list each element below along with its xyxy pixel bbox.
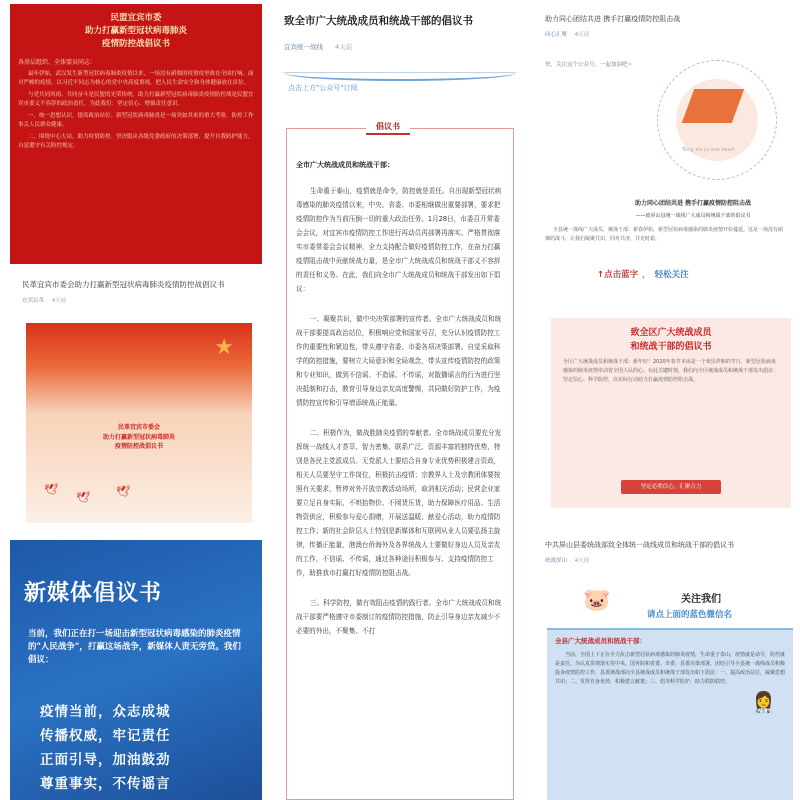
follow-note: 快，关注这个公众号，一起加油吧~ [545, 62, 633, 68]
poster-line: 助力打赢新型冠状病毒肺炎 [102, 433, 175, 441]
poster-line: 民革宜宾市委会 [117, 424, 160, 431]
new-media-heading: 新媒体倡议书 [24, 581, 163, 606]
proposal-paragraph: 鼠年伊始，武汉发生新型冠状病毒肺炎疫情以来，一场没有硝烟的疫情攻坚战在全国打响。面对严峻的疫情，以习近平同志为核心的党中央高度重视，把人民生命安全和身体健康放在首位。 [18, 71, 254, 86]
cartoon-pig-icon: 🐷 [583, 588, 611, 613]
article-title-link[interactable]: 中共屏山县委统战部致全体统一战线成员和统战干部的倡议书 [545, 541, 734, 549]
intro-paragraph: 全县统一战线广大成员，统战干部：新春伊始，新型冠状病毒感染的肺炎疫情开始蔓延。这是一场没有硝烟的战斗，让我们凝聚共识，同舟共济，共克时艰。 [545, 227, 784, 242]
tongxin-emblem [657, 60, 777, 180]
county-proposal-body: 当前，全国上下正在全力抗击新型冠状病毒感染的肺炎疫情，生命重于泰山，疫情就是命令，防控就是责任。为认真贯彻落实党中央、国务院和省委、市委、县委决策部署，团结引导全县统一战线成员积极投身疫情防控工作，县委统战部向全县统战成员和统战干部发出如下倡议：一、提高政治站位，凝聚思想共识；二、发挥自身优势，积极建言献策；三、倡导科学防护，助力联防联控。 [555, 652, 786, 685]
proposal-title-line: 民盟宜宾市委 [110, 13, 162, 23]
county-proposal-heading: 全县广大统战成员和统战干部： [555, 637, 646, 645]
proposal-title-line: 助力打赢新型冠状病毒肺炎 [84, 26, 187, 36]
article-source-link[interactable]: 统战屏山 [545, 558, 568, 564]
middle-column [272, 0, 528, 800]
county-proposal-card[interactable] [547, 628, 793, 800]
emblem-caption: Tong xin ju one heart [682, 147, 735, 153]
follow-banner[interactable] [284, 72, 516, 98]
new-media-slogan: 尊重事实，不传谣言 [40, 776, 171, 792]
article-meta [22, 296, 66, 304]
article-title-link[interactable]: 助力同心团结共进 携手打赢疫情防控阻击战 [545, 15, 681, 23]
dove-icon: 🕊 [76, 491, 90, 504]
banner-arc [284, 65, 516, 81]
follow-text: 点击上方"公众号"订阅 [288, 84, 358, 92]
proposal-paragraph: 三、科学防控，做有效阻击疫情的践行者。全市广大统战成员和统战干部要严格遵守市委制订的疫情防控措施，防止引导身边亲友减少不必要的外出，不聚集、不打 [296, 599, 502, 635]
district-proposal-heading: 致全区广大统战成员 [630, 328, 712, 338]
article-source-link[interactable]: 同心汇聚 [545, 32, 568, 38]
article-meta [284, 42, 352, 51]
proposal-paragraph: 一、凝聚共识，做中央决策部署的宣传者。全市广大统战成员和统战干部要提高政治站位，积极响应党和国家号召，充分认识疫情防控工作的重要性和紧迫性，带头遵守省委、市委各项决策部署。自觉采取科学的防控措施，要树立大局意识和全局观念，带头宣传疫情防控的政策和专业知识，做到不信谣、不造谣、不传谣，对散播谣言的行为进行坚决抵制和打击，教育引导身边亲友高度警惕，共同做好防护工作，为疫情防控宣传和引导增添统战正能量。 [296, 315, 502, 407]
new-media-slogan: 疫情当前，众志成城 [40, 704, 171, 720]
article-time: 4天前 [574, 32, 590, 38]
dove-icon: 🕊 [44, 483, 58, 496]
proposal-paragraph: 生命重于泰山，疫情就是命令，防控就是责任。自出现新型冠状病毒感染的肺炎疫情以来，中央、省委、市委相继做出重要部署，要求把疫情防控作为当前压倒一切的重大政治任务。1月28日，市委召开常委会会议，对宜宾市疫情防控工作进行再动员再部署再落实。严格贯彻落实市委常委会会议精神，全力支持配合做好疫情防控工作，在奋力打赢疫情阻击战中贡献统战力量，是全市广大统战成员和统战干部义不容辞的责任和义务。在此，我们向全市广大统战成员和统战干部发出如下倡议： [296, 187, 502, 293]
proposal-address: 全市广大统战成员和统战干部： [296, 161, 394, 169]
proposal-paragraph: 一、统一思想认识，提高政治站位。新型冠状病毒肺炎是一场突如其来的重大考验，防控工作事关人民群众健康。 [18, 113, 254, 128]
article-meta [545, 30, 589, 38]
revolutionary-committee-poster[interactable] [26, 323, 252, 523]
confidence-button[interactable]: 坚定必胜信心，汇聚合力 [621, 480, 721, 494]
star-icon: ★ [214, 335, 234, 360]
proposal-paragraph: 二、围绕中心大局，助力疫情防控。坚决服从各级党委政府的决策部署，提升自我防护能力，自觉遵守有关防控规定。 [18, 134, 254, 149]
democratic-league-proposal-image[interactable] [10, 4, 262, 264]
article-time: 4天前 [574, 558, 590, 564]
proposal-tab: 倡议书 [366, 120, 410, 135]
proposal-paragraph: 与党共同风雨、共同奋斗是民盟的光荣传统，助力打赢新型冠状病毒肺炎疫情防控战是民盟宜宾市委义不容辞的政治责任，为此我们：坚定信心、增强责任意识。 [18, 92, 254, 107]
follow-prompt-main: ↑点击蓝字 [597, 270, 639, 280]
follow-prompt[interactable]: ↑点击蓝字 ， 轻松关注 [597, 270, 689, 280]
follow-us-heading: 关注我们 [681, 594, 721, 605]
article-source-link[interactable]: 宜宾民革 [22, 298, 45, 304]
new-media-slogan: 正面引导，加油鼓劲 [40, 752, 171, 768]
left-column [0, 0, 265, 800]
right-column [537, 0, 800, 800]
district-proposal-heading: 和统战干部的倡议书 [630, 342, 712, 352]
follow-prompt-sub: 轻松关注 [654, 270, 689, 280]
article-time: 4天前 [335, 43, 353, 51]
article-meta [545, 556, 589, 564]
new-media-intro: 当前，我们正在打一场迎击新型冠状病毒感染的肺炎疫情的"人民战争"，打赢这场战争，新媒体人责无旁贷。我们倡议： [28, 629, 241, 665]
follow-us-instruction[interactable]: 请点上面的蓝色微信名 [647, 610, 733, 620]
proposal-body [296, 160, 506, 654]
sub-heading: 助力同心团结共进 携手打赢疫情防控阻击战 [634, 200, 752, 207]
article-title: 致全市广大统战成员和统战干部的倡议书 [284, 15, 473, 27]
district-proposal-card[interactable] [551, 318, 791, 508]
dove-icon: 🕊 [116, 485, 130, 498]
district-proposal-body: 全区广大统战成员和统战干部：新年好！2020年春节本该是一个欢乐祥和的节日，新型冠状病毒感染的肺炎疫情牵动着全国人民的心。在此关键时刻，我们向全区统战成员和统战干部发出倡议：坚定信心、科学防控，以实际行动助力打赢疫情防控阻击战。 [563, 359, 779, 383]
new-media-slogan: 传播权威，牢记责任 [40, 728, 171, 744]
medical-worker-icon: 👩‍⚕️ [751, 690, 776, 714]
article-title-link[interactable]: 民革宜宾市委会助力打赢新型冠状病毒肺炎疫情防控战倡议书 [22, 280, 225, 289]
proposal-title-line: 疫情防控战倡议书 [101, 39, 170, 49]
proposal-salutation: 各基层组织、全体盟员同志： [18, 59, 97, 66]
sub-heading-secondary: ——致屏山县统一战线广大成员和统战干部的倡议书 [635, 213, 751, 219]
article-time: 4天前 [51, 298, 67, 304]
new-media-proposal-image[interactable] [10, 540, 262, 800]
article-source-link[interactable]: 宜宾统一战线 [284, 43, 323, 51]
poster-line: 疫情防控战倡议书 [114, 443, 163, 450]
proposal-paragraph: 二、积极作为，做战胜肺炎疫情的奉献者。全市统战成员要充分发挥统一战线人才荟萃、智力密集、联系广泛、资源丰富的独特优势，特别是各民主党派成员、无党派人士要结合自身专业优势积极建言资政，相关人员要坚守工作岗位，积极抗击疫情；宗教界人士及宗教团体要按照有关要求，暂停对外开放宗教活动场所，取消相关活动；民营企业家要立足自身实际，不哄抬物价、不囤货压货，助力保障医疗用品、生活物资供应，积极参与爱心捐赠，开展送温暖、献爱心活动，助力疫情防控工作；新的社会阶层人士特别是新媒体和互联网从业人员要弘扬主旋律，传播正能量，港澳台侨海外及各界统战人士要做好身边人员及亲友的工作，不信谣、不传谣，通过各种途径积极参与、支持疫情防控工作，助推我市打赢打好疫情防控阻击战。 [296, 429, 502, 577]
